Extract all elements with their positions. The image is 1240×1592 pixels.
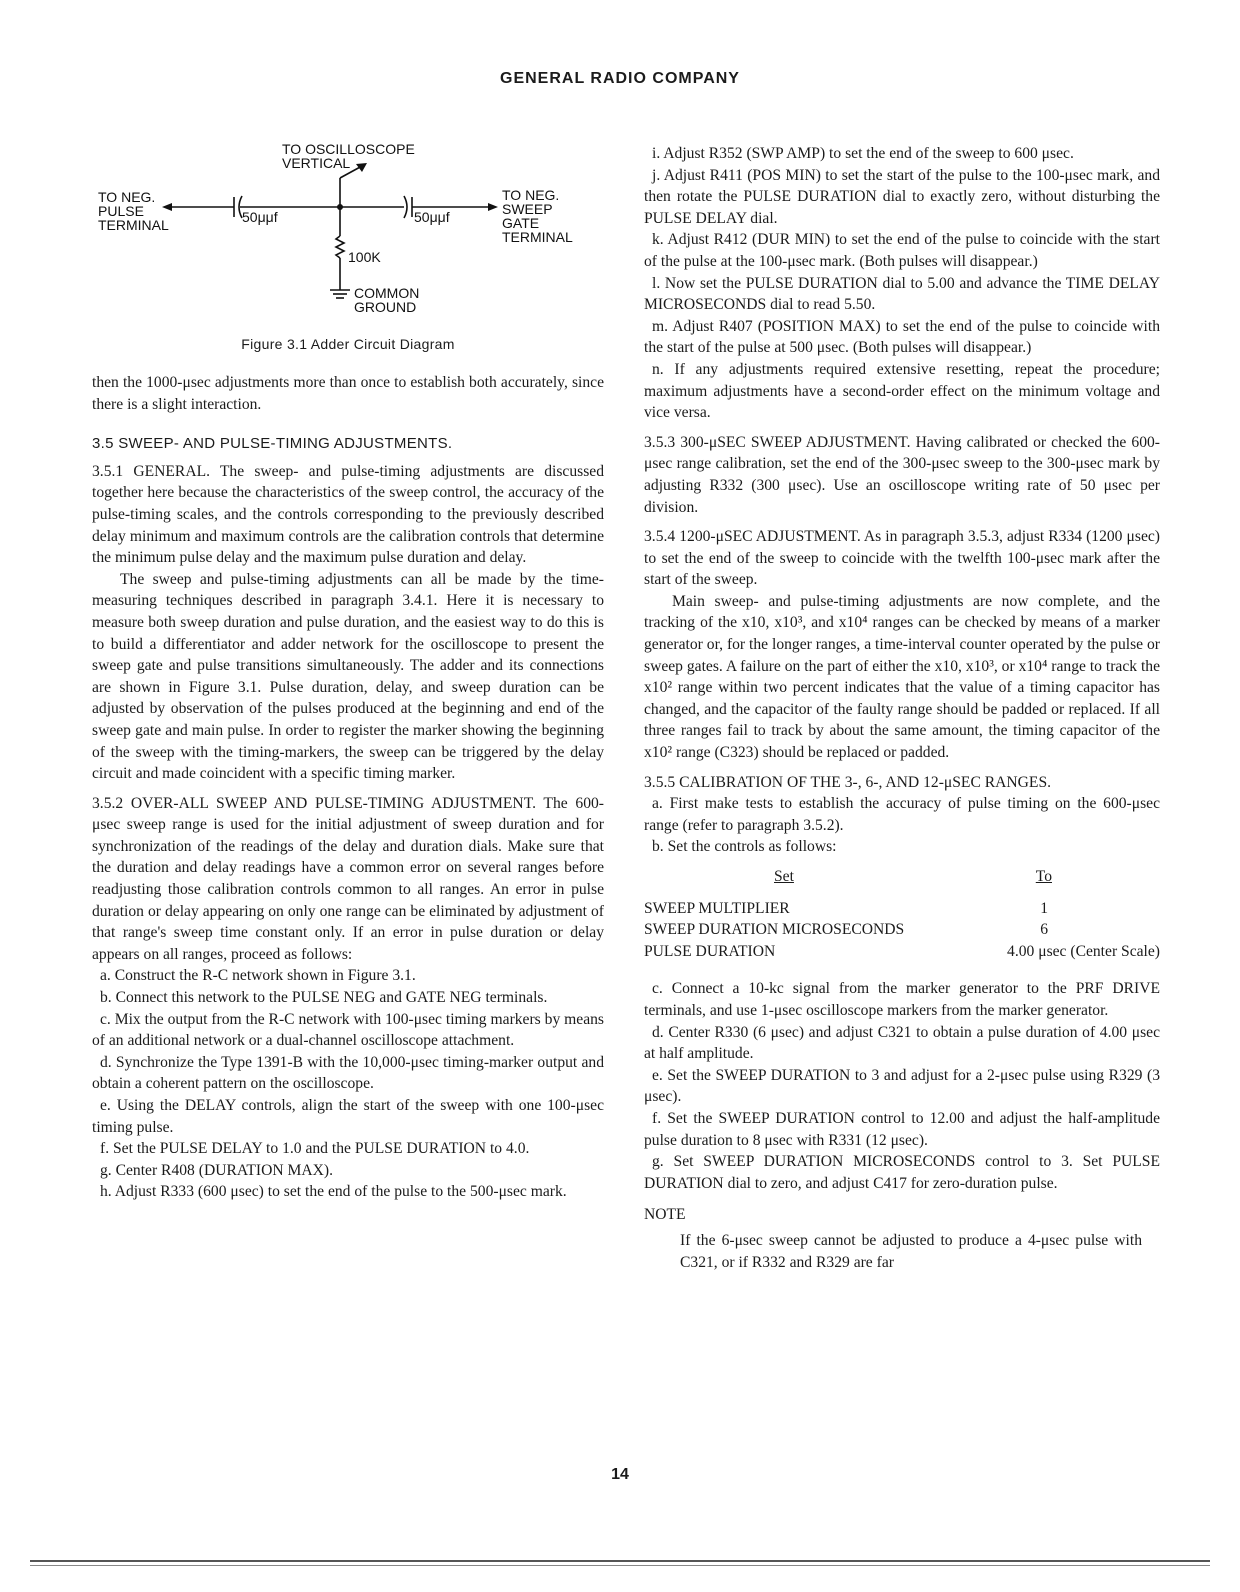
junction-node bbox=[337, 204, 343, 210]
step-c: c. Mix the output from the R-C network with 100-μsec timing markers by means of an additional network or a dual-channel oscilloscope attachment. bbox=[92, 1010, 604, 1050]
step-b: b. Set the controls as follows: bbox=[652, 838, 837, 856]
right-column bbox=[644, 143, 1160, 1273]
table-header-row bbox=[644, 866, 1160, 888]
paragraph-3-5-2: 3.5.2 OVER-ALL SWEEP AND PULSE-TIMING ADJUSTMENT. The 600-μsec sweep range is used for the initial adjustment of sweep duration and for synchronization of the readings of the delay and duration dials. Make sure that the duration and delay readings have a common error on several ranges before readjusting those calibration controls common to all ranges. An error in pulse duration or delay appearing on only one range can be eliminated by adjustment of that range's sweep time constant only. If an error in pulse duration or delay appears on all ranges, proceed as follows: bbox=[92, 794, 604, 963]
label-neg-pulse-terminal: TO NEG. PULSE TERMINAL bbox=[98, 189, 169, 233]
page-number: 14 bbox=[611, 1466, 629, 1483]
settings-table bbox=[644, 866, 1160, 962]
figure-caption: Figure 3.1 Adder Circuit Diagram bbox=[241, 336, 455, 352]
table-header: To bbox=[1035, 868, 1052, 885]
table-row bbox=[644, 919, 1160, 941]
table-cell: SWEEP DURATION MICROSECONDS bbox=[644, 921, 905, 939]
bottom-rule bbox=[30, 1565, 1210, 1566]
step-d: d. Center R330 (6 μsec) and adjust C321 to obtain a pulse duration of 4.00 μsec at half amplitude. bbox=[644, 1023, 1160, 1063]
step-b: b. Connect this network to the PULSE NEG and GATE NEG terminals. bbox=[100, 989, 548, 1007]
page-header: GENERAL RADIO COMPANY bbox=[500, 70, 740, 87]
label-capacitor-1: 50μμf bbox=[242, 209, 278, 225]
paragraph-3-5-1: 3.5.1 GENERAL. The sweep- and pulse-timing adjustments are discussed together here because the characteristics of the sweep control, the accuracy of the pulse-timing scales, and the controls corresponding to the previously described delay minimum and maximum controls are the calibration controls that determine the minimum pulse delay and the maximum pulse duration and delay. bbox=[92, 462, 604, 567]
step-a: a. Construct the R-C network shown in Figure 3.1. bbox=[100, 967, 416, 985]
step-a: a. First make tests to establish the accuracy of pulse timing on the 600-μsec range (refer to paragraph 3.5.2). bbox=[644, 795, 1160, 834]
step-g: g. Center R408 (DURATION MAX). bbox=[100, 1161, 334, 1179]
paragraph: then the 1000-μsec adjustments more than once to establish both accurately, since there is a slight interaction. bbox=[92, 374, 604, 413]
label-resistor: 100K bbox=[348, 249, 381, 265]
paragraph: Main sweep- and pulse-timing adjustments are now complete, and the tracking of the x10, x10³, and x10⁴ ranges can be checked by means of a marker generator or, for the longer ranges, a time-interval counter operated by the pulse or sweep gates. A failure on the part of either the x10, x10³, or x10⁴ range to track the x10² range within two percent indicates that the value of a timing capacitor has changed, and the capacitor of the faulty range should be padded or replaced. If all three ranges fail to track by about the same amount, the timing capacitor of the x10² range (C323) should be replaced or padded. bbox=[644, 592, 1160, 762]
step-f: f. Set the SWEEP DURATION control to 12.00 and adjust the half-amplitude pulse duration to 8 μsec with R331 (12 μsec). bbox=[644, 1109, 1160, 1149]
step-h: h. Adjust R333 (600 μsec) to set the end of the pulse to the 500-μsec mark. bbox=[100, 1183, 567, 1201]
step-e: e. Set the SWEEP DURATION to 3 and adjust for a 2-μsec pulse using R329 (3 μsec). bbox=[644, 1066, 1160, 1106]
step-l: l. Now set the PULSE DURATION dial to 5.00 and advance the TIME DELAY MICROSECONDS dial to read 5.50. bbox=[644, 274, 1160, 314]
paragraph-3-5-5: 3.5.5 CALIBRATION OF THE 3-, 6-, AND 12-μSEC RANGES. bbox=[644, 773, 1052, 791]
step-d: d. Synchronize the Type 1391-B with the 10,000-μsec timing-marker output and obtain a coherent pattern on the oscilloscope. bbox=[92, 1053, 604, 1093]
label-common-ground: COMMON GROUND bbox=[354, 285, 420, 315]
step-c: c. Connect a 10-kc signal from the marker generator to the PRF DRIVE terminals, and use 1-μsec oscilloscope markers from the marker generator. bbox=[644, 980, 1160, 1019]
step-i: i. Adjust R352 (SWP AMP) to set the end of the sweep to 600 μsec. bbox=[652, 145, 1074, 162]
table-cell: 4.00 μsec (Center Scale) bbox=[1007, 942, 1160, 960]
note-title: NOTE bbox=[644, 1206, 686, 1224]
table-cell: SWEEP MULTIPLIER bbox=[644, 899, 790, 917]
table-cell: 1 bbox=[1040, 899, 1048, 917]
table-row bbox=[644, 941, 1160, 963]
bottom-rule bbox=[30, 1560, 1210, 1562]
table-header: Set bbox=[774, 868, 794, 885]
left-column bbox=[92, 372, 604, 1203]
section-heading-3-5: 3.5 SWEEP- AND PULSE-TIMING ADJUSTMENTS. bbox=[92, 435, 453, 453]
table-cell: 6 bbox=[1040, 921, 1048, 939]
table-cell: PULSE DURATION bbox=[644, 942, 776, 960]
step-f: f. Set the PULSE DELAY to 1.0 and the PULSE DURATION to 4.0. bbox=[100, 1140, 530, 1158]
step-k: k. Adjust R412 (DUR MIN) to set the end of the pulse to coincide with the start of the pulse at the 100-μsec mark. (Both pulses will disappear.) bbox=[644, 231, 1160, 270]
label-capacitor-2: 50μμf bbox=[414, 209, 450, 225]
step-e: e. Using the DELAY controls, align the start of the sweep with one 100-μsec timing pulse. bbox=[92, 1097, 604, 1136]
note-body: If the 6-μsec sweep cannot be adjusted to produce a 4-μsec pulse with C321, or if R332 and R329 are far bbox=[680, 1231, 1142, 1271]
paragraph-3-5-4: 3.5.4 1200-μSEC ADJUSTMENT. As in paragraph 3.5.3, adjust R334 (1200 μsec) to set the end of the sweep to coincide with the twelfth 100-μsec mark after the start of the sweep. bbox=[644, 528, 1160, 589]
step-m: m. Adjust R407 (POSITION MAX) to set the end of the pulse to coincide with the start of the pulse at 500 μsec. (Both pulses will disappear.) bbox=[644, 317, 1160, 357]
label-sweep-gate-terminal: TO NEG. SWEEP GATE TERMINAL bbox=[502, 187, 573, 245]
label-oscilloscope-vertical: TO OSCILLOSCOPE VERTICAL bbox=[282, 141, 415, 171]
step-j: j. Adjust R411 (POS MIN) to set the start of the pulse to the 100-μsec mark, and then rotate the PULSE DURATION dial to exactly zero, without disturbing the PULSE DELAY dial. bbox=[644, 166, 1160, 227]
step-n: n. If any adjustments required extensive resetting, repeat the procedure; maximum adjustments have a second-order effect on the minimum voltage and vice versa. bbox=[644, 360, 1160, 422]
paragraph-3-5-3: 3.5.3 300-μSEC SWEEP ADJUSTMENT. Having calibrated or checked the 600-μsec range calibration, set the end of the 300-μsec sweep to the 300-μsec mark by adjusting R332 (300 μsec). Use an oscilloscope writing rate of 50 μsec per division. bbox=[644, 433, 1160, 516]
paragraph: The sweep and pulse-timing adjustments can all be made by the time-measuring techniques described in paragraph 3.4.1. Here it is necessary to measure both sweep duration and pulse duration, and the easiest way to do this is to build a differentiator and adder network for the oscilloscope to present the sweep gate and pulse transitions simultaneously. The adder and its connections are shown in Figure 3.1. Pulse duration, delay, and sweep duration can be adjusted by observation of the pulses produced at the beginning and end of the sweep gate and main pulse. In order to register the marker showing the beginning of the sweep with the timing-markers, the sweep can be triggered by the delay circuit and made coincident with a specific timing marker. bbox=[92, 570, 604, 783]
table-row bbox=[644, 898, 1160, 920]
adder-circuit-diagram bbox=[92, 140, 604, 340]
step-g: g. Set SWEEP DURATION MICROSECONDS control to 3. Set PULSE DURATION dial to zero, and adjust C417 for zero-duration pulse. bbox=[644, 1153, 1160, 1192]
